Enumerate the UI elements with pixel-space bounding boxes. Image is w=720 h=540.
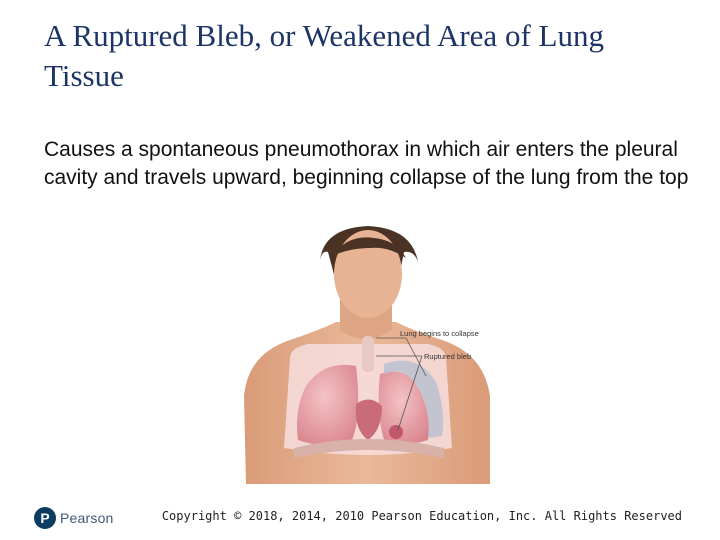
pearson-p-icon: P (34, 507, 56, 529)
trachea (362, 336, 374, 372)
slide-body-text: Causes a spontaneous pneumothorax in which air enters the pleural cavity and travels upward, beginning collapse of the lung from the top (44, 138, 689, 189)
slide-title: A Ruptured Bleb, or Weakened Area of Lung Tissue (44, 18, 604, 93)
torso-lung-figure (228, 226, 528, 484)
ruptured-bleb (389, 425, 403, 439)
pearson-logo (34, 506, 114, 530)
callout-lung-collapse: Lung begins to collapse (400, 329, 479, 338)
copyright-notice: Copyright © 2018, 2014, 2010 Pearson Education, Inc. All Rights Reserved (161, 509, 682, 523)
pneumothorax-illustration (228, 226, 528, 484)
callout-ruptured-bleb: Ruptured bleb (424, 352, 472, 361)
pearson-wordmark: Pearson (60, 510, 114, 526)
